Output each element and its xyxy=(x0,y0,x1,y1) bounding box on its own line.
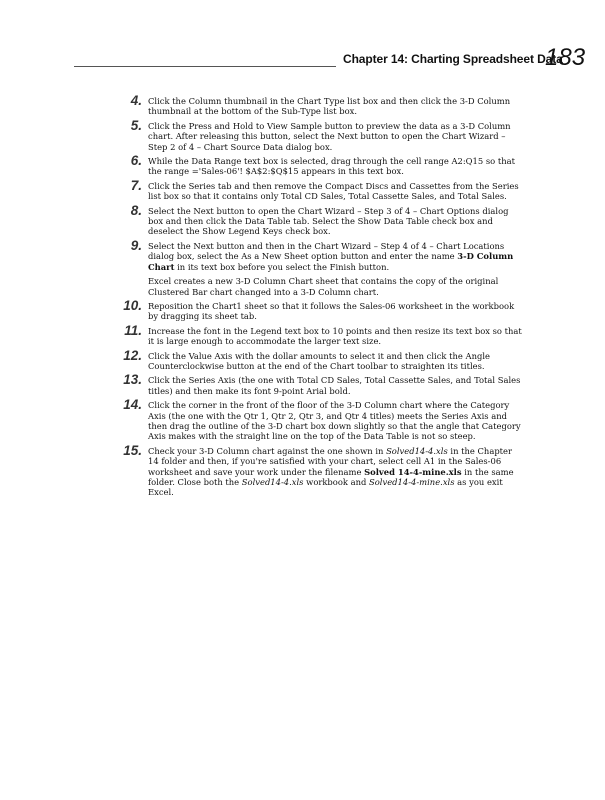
step-10 xyxy=(112,297,522,322)
step-11 xyxy=(112,322,522,347)
step-number: 6. xyxy=(130,153,142,169)
step-number: 15. xyxy=(123,442,142,458)
step-number: 11. xyxy=(124,322,142,338)
step-number: 14. xyxy=(123,397,142,413)
step-text-part: as you exit Excel. xyxy=(148,477,503,498)
step-text-part: Select the Next button and then in the Chart Wizard – Step 4 of 4 – Chart Locations dialog box, select the As a New Sheet option button and enter the name xyxy=(148,240,505,262)
step-list xyxy=(112,93,522,502)
step-text: Select the Next button to open the Chart Wizard – Step 3 of 4 – Chart Options dialog box and then click the Data Table tab. Select the Show Data Table check box and deselect the Show Legend Keys check box. xyxy=(148,205,509,237)
step-text: Click the Value Axis with the dollar amounts to select it and then click the Angle Counterclockwise button at the end of the Chart toolbar to straighten its titles. xyxy=(148,350,490,371)
step-8 xyxy=(112,202,522,237)
step-text: Increase the font in the Legend text box to 10 points and then resize its text box so that it is large enough to accommodate the larger text size. xyxy=(148,325,522,347)
step-text: Click the Column thumbnail in the Chart Type list box and then click the 3-D Column thumbnail at the bottom of the Sub-Type list box. xyxy=(148,96,511,117)
step-text xyxy=(148,241,522,272)
step-number: 7. xyxy=(130,177,142,193)
step-text-bold: 3-D Column Chart xyxy=(148,251,514,272)
step-12 xyxy=(112,347,522,372)
step-text: Click the Series Axis (the one with Total CD Sales, Total Cassette Sales, and Total Sales titles) and then make its font 9-point Arial bold. xyxy=(148,375,521,396)
step-15 xyxy=(112,442,522,498)
page-number: 183 xyxy=(545,44,586,71)
step-14 xyxy=(112,397,522,442)
step-9 xyxy=(112,237,522,272)
step-6 xyxy=(112,153,522,177)
step-number: 13. xyxy=(123,372,142,388)
step-text-italic: Solved14-4-mine.xls xyxy=(369,477,455,487)
step-text: Reposition the Chart1 sheet so that it follows the Sales-06 worksheet in the workbook by dragging its sheet tab. xyxy=(148,300,515,322)
step-number: 10. xyxy=(123,297,142,313)
step-text-bold: Solved 14-4-mine.xls xyxy=(364,466,462,477)
step-number: 9. xyxy=(130,237,142,253)
step-text-part: workbook and xyxy=(303,477,370,487)
step-text xyxy=(148,446,522,498)
step-text-part: in the Chapter 14 folder and then, if you're satisfied with your chart, select cell A1 in the Sales-06 worksheet and save your work under the filename xyxy=(148,445,513,477)
step-4 xyxy=(112,93,522,117)
header-rule xyxy=(74,66,336,67)
step-text-part: in its text box before you select the Finish button. xyxy=(174,261,390,272)
step-5 xyxy=(112,117,522,152)
step-text: While the Data Range text box is selected, drag through the cell range A2:Q15 so that the range ='Sales-06'! $A$2:$Q$15 appears in this text box. xyxy=(148,156,515,177)
step-number: 5. xyxy=(130,117,142,133)
step-number: 4. xyxy=(130,93,142,108)
step-text-part: in the same folder. Close both the xyxy=(148,466,514,487)
chapter-title: Chapter 14: Charting Spreadsheet Data xyxy=(343,52,563,66)
step-text-italic: Solved14-4.xls xyxy=(241,477,304,487)
step-text-italic: Solved14-4.xls xyxy=(386,445,448,456)
step-number: 8. xyxy=(130,202,142,218)
step-13 xyxy=(112,372,522,396)
step-text: Click the Press and Hold to View Sample button to preview the data as a 3-D Column chart. After releasing this button, select the Next button to open the Chart Wizard – Step 2 of 4 – Chart Source Data dialog box. xyxy=(148,120,511,152)
step-text: Click the corner in the front of the floor of the 3-D Column chart where the Category Axis (the one with the Qtr 1, Qtr 2, Qtr 3, and Qtr 4 titles) meets the Series Axis and then drag the outline of the 3-D chart box down slightly so that the angle that Category Axis makes with the straight line on the top of the Data Table is not so steep. xyxy=(148,400,521,442)
step-number: 12. xyxy=(123,347,142,363)
step-text: Click the Series tab and then remove the Compact Discs and Cassettes from the Series list box so that it contains only Total CD Sales, Total Cassette Sales, and Total Sales. xyxy=(148,180,519,202)
step-7 xyxy=(112,177,522,202)
step-text-part: Check your 3-D Column chart against the one shown in xyxy=(148,445,387,456)
step-9-note: Excel creates a new 3-D Column Chart sheet that contains the copy of the original Clustered Bar chart changed into a 3-D Column chart. xyxy=(148,276,499,297)
